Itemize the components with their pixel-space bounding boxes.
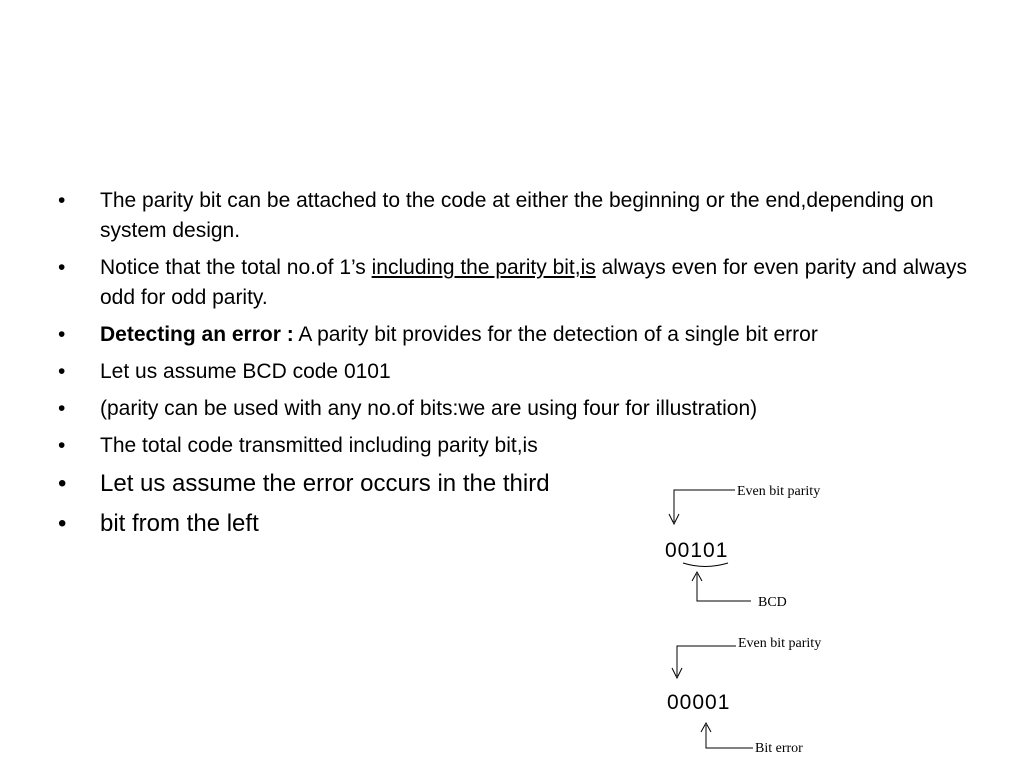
bullet-text-after: A parity bit provides for the detection of a single bit error (293, 323, 818, 346)
bullet-marker: • (58, 360, 66, 383)
bullet-text: Let us assume BCD code 0101 (100, 360, 391, 383)
bullet-text: bit from the left (100, 510, 259, 537)
top-parity-diagram (665, 484, 820, 610)
bottom-parity-connector (677, 646, 736, 676)
bullet-text-bold: Detecting an error : (100, 323, 294, 346)
bullet-text-before: Notice that the total no.of 1’s (100, 256, 372, 279)
bullet-marker: • (58, 470, 67, 497)
top-parity-label: Even bit parity (737, 484, 821, 499)
top-bcd-brace (683, 563, 728, 567)
bottom-parity-diagram (667, 636, 821, 756)
bottom-parity-label: Even bit parity (738, 636, 822, 651)
bullet-marker: • (58, 434, 66, 457)
bullet-marker: • (58, 323, 66, 346)
bullet-marker: • (58, 397, 66, 420)
bottom-error-connector (706, 725, 753, 748)
bullet-text: The total code transmitted including parity bit,is (100, 434, 538, 457)
bullet-marker: • (58, 256, 66, 279)
bullet-text-after: always even for even parity and always odd for odd parity. (100, 256, 967, 309)
bottom-code: 00001 (667, 691, 731, 714)
bullet-text-underlined: including the parity bit,is (371, 256, 596, 279)
top-bcd-label: BCD (758, 595, 787, 610)
bullet-text: Let us assume the error occurs in the third (100, 470, 550, 497)
bullet-marker: • (58, 510, 67, 537)
top-bcd-connector (697, 574, 751, 601)
top-code: 00101 (665, 539, 729, 562)
bullet-marker: • (58, 189, 66, 212)
bottom-error-label: Bit error (755, 741, 803, 756)
bullet-text: (parity can be used with any no.of bits:we are using four for illustration) (100, 397, 758, 420)
top-parity-connector (674, 490, 735, 522)
bullet-text: The parity bit can be attached to the code at either the beginning or the end,depending on system design. (100, 189, 934, 242)
